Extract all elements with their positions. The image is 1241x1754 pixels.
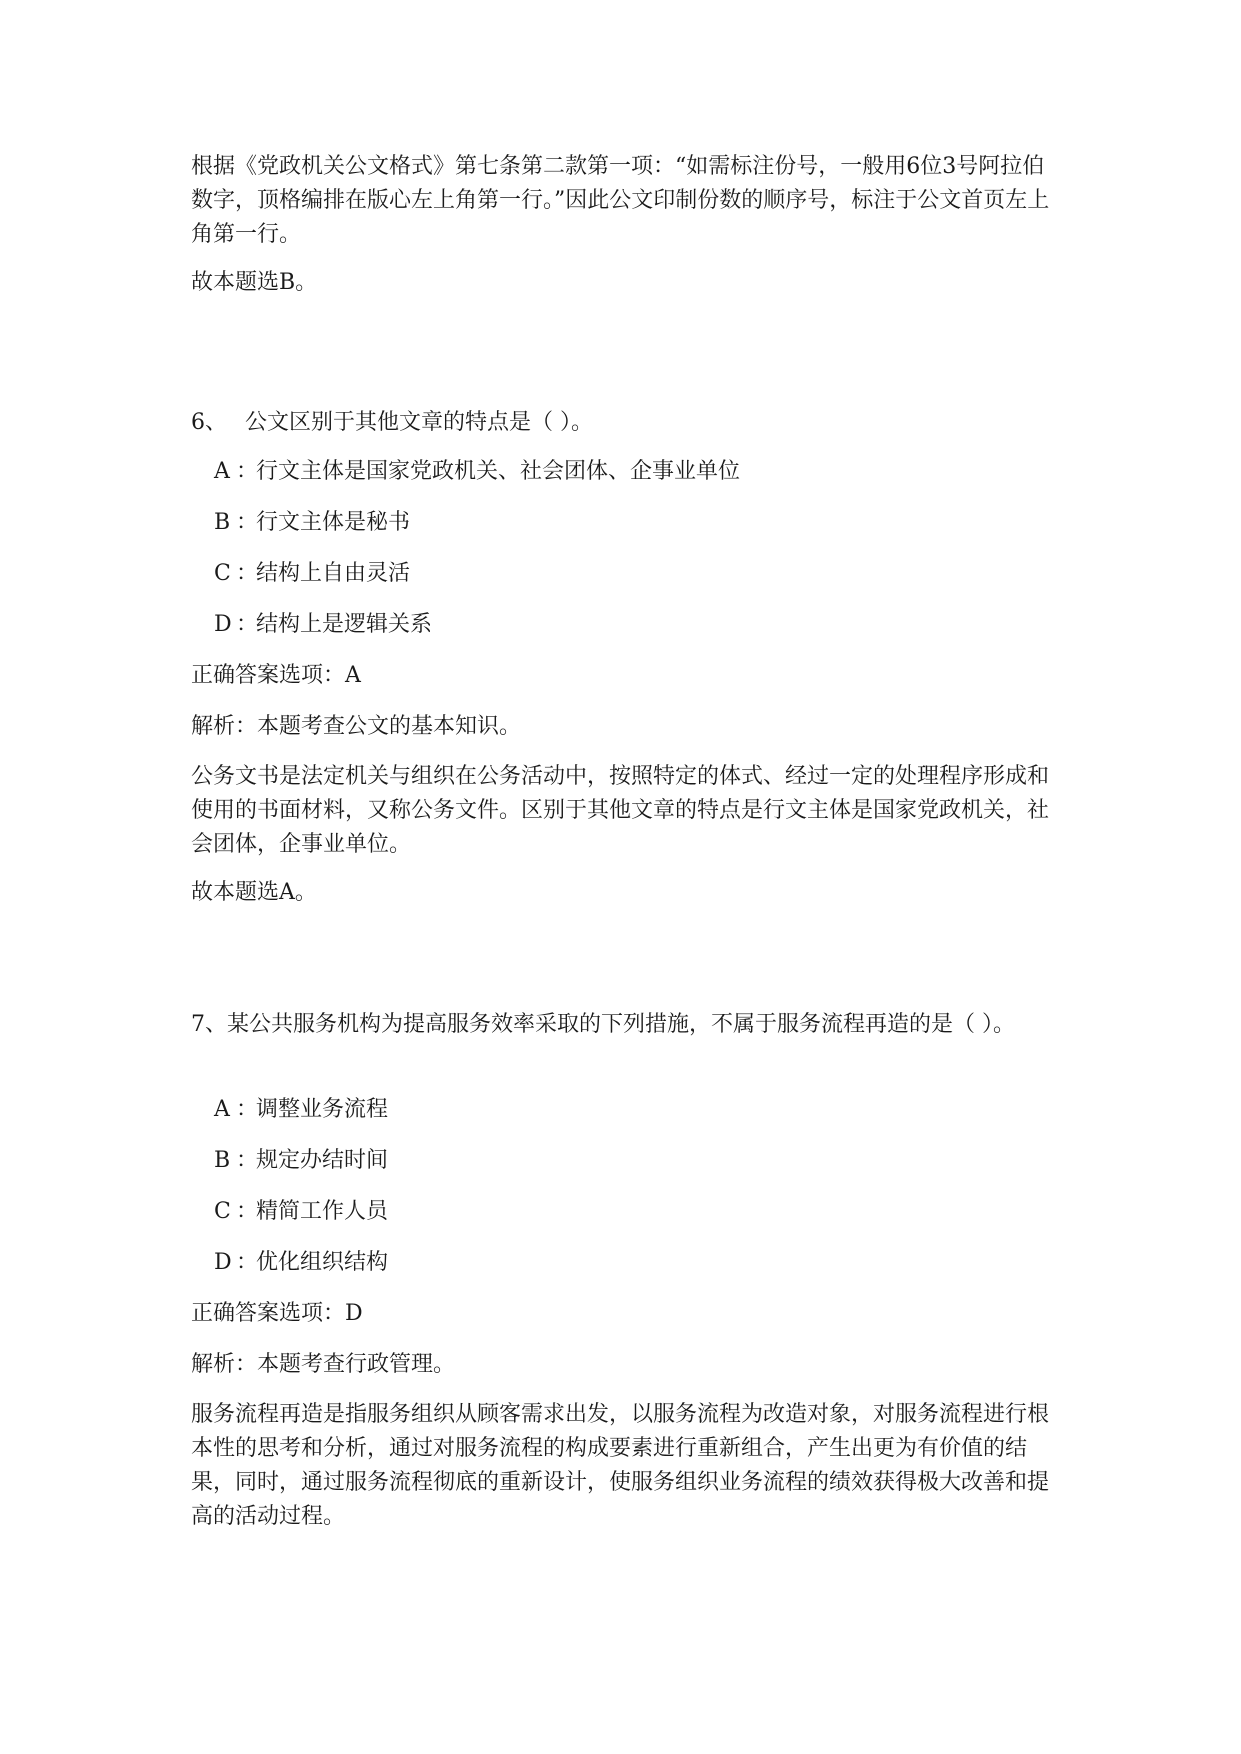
q7-option-b <box>214 1144 1054 1178</box>
option-text: 结构上是逻辑关系 <box>256 612 433 637</box>
option-text: 精简工作人员 <box>256 1199 389 1224</box>
q6-number: 6、 <box>191 410 227 435</box>
option-separator: ： <box>236 459 259 484</box>
option-separator: ： <box>236 510 259 535</box>
q6-option-b <box>214 506 1054 540</box>
q6-answer: 正确答案选项：A <box>191 663 361 688</box>
q6-analysis-intro: 解析：本题考查公文的基本知识。 <box>191 714 522 739</box>
prev-analysis-text: 根据《党政机关公文格式》第七条第二款第一项：“如需标注份号，一般用6位3号阿拉伯数字，顶格编排在版心左上角第一行。”因此公文印制份数的顺序号，标注于公文首页左上角第一行。 <box>191 154 1050 247</box>
option-text: 优化组织结构 <box>256 1250 389 1275</box>
option-separator: ： <box>236 561 259 586</box>
q6-option-a <box>214 455 1054 489</box>
q7-option-a <box>214 1093 1054 1127</box>
option-letter: A <box>214 459 230 484</box>
option-letter: A <box>214 1097 230 1122</box>
option-separator: ： <box>236 1199 259 1224</box>
q6-option-c <box>214 557 1054 591</box>
option-letter: D <box>214 612 232 637</box>
q7-analysis-text: 服务流程再造是指服务组织从顾客需求出发，以服务流程为改造对象，对服务流程进行根本性的思考和分析，通过对服务流程的构成要素进行重新组合，产生出更为有价值的结果，同时，通过服务流程彻底的重新设计，使服务组织业务流程的绩效获得极大改善和提高的活动过程。 <box>191 1402 1050 1529</box>
q6-stem: 公文区别于其他文章的特点是（ ）。 <box>245 410 593 435</box>
option-text: 结构上自由灵活 <box>256 561 411 586</box>
q6-stem-line <box>191 406 1061 440</box>
option-letter: C <box>214 1199 231 1224</box>
option-text: 规定办结时间 <box>256 1148 389 1173</box>
q6-option-d <box>214 608 1054 642</box>
option-letter: C <box>214 561 231 586</box>
option-letter: B <box>214 510 231 535</box>
option-separator: ： <box>236 612 259 637</box>
option-separator: ： <box>236 1097 259 1122</box>
q7-analysis-intro: 解析：本题考查行政管理。 <box>191 1352 456 1377</box>
q7-stem: 7、某公共服务机构为提高服务效率采取的下列措施，不属于服务流程再造的是（ ）。 <box>191 1012 1015 1037</box>
q7-option-d <box>214 1246 1054 1280</box>
option-letter: D <box>214 1250 232 1275</box>
q7-answer: 正确答案选项：D <box>191 1301 363 1326</box>
q6-conclusion: 故本题选A。 <box>191 880 317 905</box>
option-text: 调整业务流程 <box>256 1097 389 1122</box>
option-separator: ： <box>236 1148 259 1173</box>
option-separator: ： <box>236 1250 259 1275</box>
q7-option-c <box>214 1195 1054 1229</box>
option-text: 行文主体是国家党政机关、社会团体、企事业单位 <box>256 459 741 484</box>
prev-conclusion: 故本题选B。 <box>191 270 318 295</box>
q6-analysis-text: 公务文书是法定机关与组织在公务活动中，按照特定的体式、经过一定的处理程序形成和使用的书面材料，又称公务文件。区别于其他文章的特点是行文主体是国家党政机关，社会团体，企事业单位。 <box>191 764 1050 857</box>
option-letter: B <box>214 1148 231 1173</box>
option-text: 行文主体是秘书 <box>256 510 411 535</box>
